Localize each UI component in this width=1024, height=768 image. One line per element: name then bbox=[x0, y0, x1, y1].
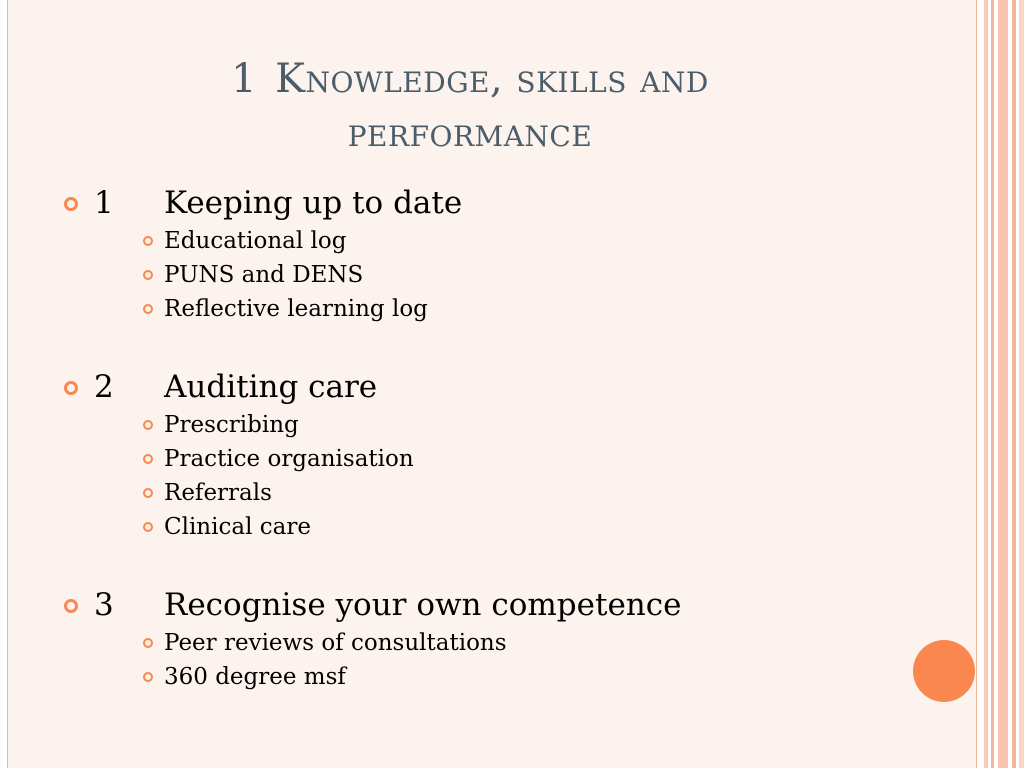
bullet-circle-icon bbox=[143, 270, 153, 280]
list-item-text: 360 degree msf bbox=[164, 664, 346, 690]
section-number: 1 bbox=[94, 185, 114, 221]
list-item bbox=[62, 292, 912, 326]
section-heading-text: Keeping up to date bbox=[164, 185, 463, 221]
section-heading-2 bbox=[62, 366, 912, 408]
list-item bbox=[62, 626, 912, 660]
list-item-text: Prescribing bbox=[164, 412, 299, 438]
section-number: 3 bbox=[94, 587, 114, 623]
list-item-text: Peer reviews of consultations bbox=[164, 630, 507, 656]
slide-title-text-1: Knowledge, skills and bbox=[275, 56, 709, 102]
list-item bbox=[62, 224, 912, 258]
decorative-stripe bbox=[991, 0, 994, 768]
bullet-circle-icon bbox=[143, 488, 153, 498]
slide-title-line-1 bbox=[120, 52, 820, 106]
bullet-circle-icon bbox=[143, 454, 153, 464]
section-number: 2 bbox=[94, 369, 114, 405]
decorative-circle bbox=[913, 640, 975, 702]
bullet-circle-icon bbox=[143, 420, 153, 430]
slide-title bbox=[120, 52, 820, 160]
list-item-text: Reflective learning log bbox=[164, 296, 428, 322]
section-spacer bbox=[62, 544, 912, 584]
section-spacer bbox=[62, 326, 912, 366]
bullet-circle-icon bbox=[64, 197, 78, 211]
bullet-circle-icon bbox=[64, 381, 78, 395]
list-item bbox=[62, 660, 912, 694]
list-item-text: Educational log bbox=[164, 228, 347, 254]
list-item bbox=[62, 258, 912, 292]
bullet-circle-icon bbox=[143, 304, 153, 314]
bullet-circle-icon bbox=[143, 672, 153, 682]
slide-title-line-2: performance bbox=[347, 110, 593, 156]
slide-title-number: 1 bbox=[231, 56, 258, 102]
section-heading-1 bbox=[62, 182, 912, 224]
list-item-text: Clinical care bbox=[164, 514, 311, 540]
list-item bbox=[62, 408, 912, 442]
bullet-circle-icon bbox=[143, 638, 153, 648]
decorative-stripe bbox=[998, 0, 1008, 768]
section-heading-text: Auditing care bbox=[164, 369, 378, 405]
bullet-circle-icon bbox=[143, 522, 153, 532]
list-item-text: PUNS and DENS bbox=[164, 262, 364, 288]
bullet-circle-icon bbox=[143, 236, 153, 246]
section-heading-text: Recognise your own competence bbox=[164, 587, 682, 623]
decorative-stripe bbox=[1012, 0, 1016, 768]
list-item bbox=[62, 442, 912, 476]
list-item-text: Referrals bbox=[164, 480, 272, 506]
bullet-circle-icon bbox=[64, 599, 78, 613]
decorative-stripe bbox=[1019, 0, 1024, 768]
list-item bbox=[62, 476, 912, 510]
decorative-stripe bbox=[984, 0, 988, 768]
list-item-text: Practice organisation bbox=[164, 446, 414, 472]
slide-content bbox=[62, 182, 912, 694]
section-heading-3 bbox=[62, 584, 912, 626]
list-item bbox=[62, 510, 912, 544]
